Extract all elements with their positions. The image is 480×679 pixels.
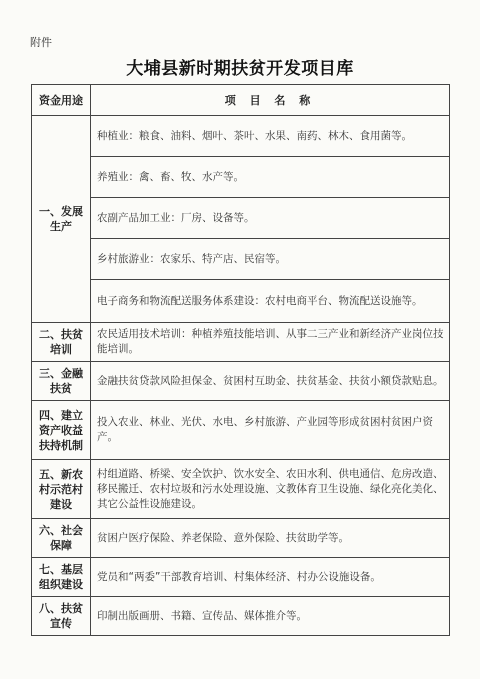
table-row [32,239,450,280]
item-cell: 印制出版画册、书籍、宣传品、媒体推介等。 [91,597,450,636]
table-row [32,198,450,239]
table-row [32,157,450,198]
item-cell: 农民适用技术培训：种植养殖技能培训、从事二三产业和新经济产业岗位技能培训。 [91,323,450,362]
table-row [32,323,450,362]
document-title: 大埔县新时期扶贫开发项目库 [126,59,354,79]
table-row [32,558,450,597]
category-cell: 一、发展生产 [32,116,91,323]
item-cell: 养殖业：禽、畜、牧、水产等。 [91,157,450,198]
category-cell: 三、金融扶贫 [32,362,91,401]
item-cell: 乡村旅游业：农家乐、特产店、民宿等。 [91,239,450,280]
item-cell: 党员和“两委”干部教育培训、村集体经济、村办公设施设备。 [91,558,450,597]
table-row [32,401,450,460]
table-row [32,362,450,401]
column-header-project-name: 项 目 名 称 [91,85,450,116]
category-cell: 六、社会保障 [32,519,91,558]
column-header-fund-use: 资金用途 [32,85,91,116]
category-cell: 五、新农村示范村建设 [32,460,91,519]
category-cell: 七、基层组织建设 [32,558,91,597]
attachment-label: 附件 [30,36,52,49]
category-cell: 二、扶贫培训 [32,323,91,362]
item-cell: 种植业：粮食、油料、烟叶、茶叶、水果、南药、林木、食用菌等。 [91,116,450,157]
item-cell: 投入农业、林业、光伏、水电、乡村旅游、产业园等形成贫困村贫困户资产。 [91,401,450,460]
item-cell: 金融扶贫贷款风险担保金、贫困村互助金、扶贫基金、扶贫小额贷款贴息。 [91,362,450,401]
item-cell: 贫困户医疗保险、养老保险、意外保险、扶贫助学等。 [91,519,450,558]
table-row [32,116,450,157]
table-header-row [32,85,450,116]
table-row [32,280,450,323]
category-cell: 四、建立资产收益扶持机制 [32,401,91,460]
category-cell: 八、扶贫宣传 [32,597,91,636]
project-table [31,84,450,636]
table-row [32,519,450,558]
item-cell: 电子商务和物流配送服务体系建设：农村电商平台、物流配送设施等。 [91,280,450,323]
item-cell: 农副产品加工业：厂房、设备等。 [91,198,450,239]
item-cell: 村组道路、桥梁、安全饮护、饮水安全、农田水利、供电通信、危房改造、移民搬迁、农村垃圾和污水处理设施、文教体育卫生设施、绿化亮化美化、其它公益性设施建设。 [91,460,450,519]
table-row [32,460,450,519]
table-row [32,597,450,636]
